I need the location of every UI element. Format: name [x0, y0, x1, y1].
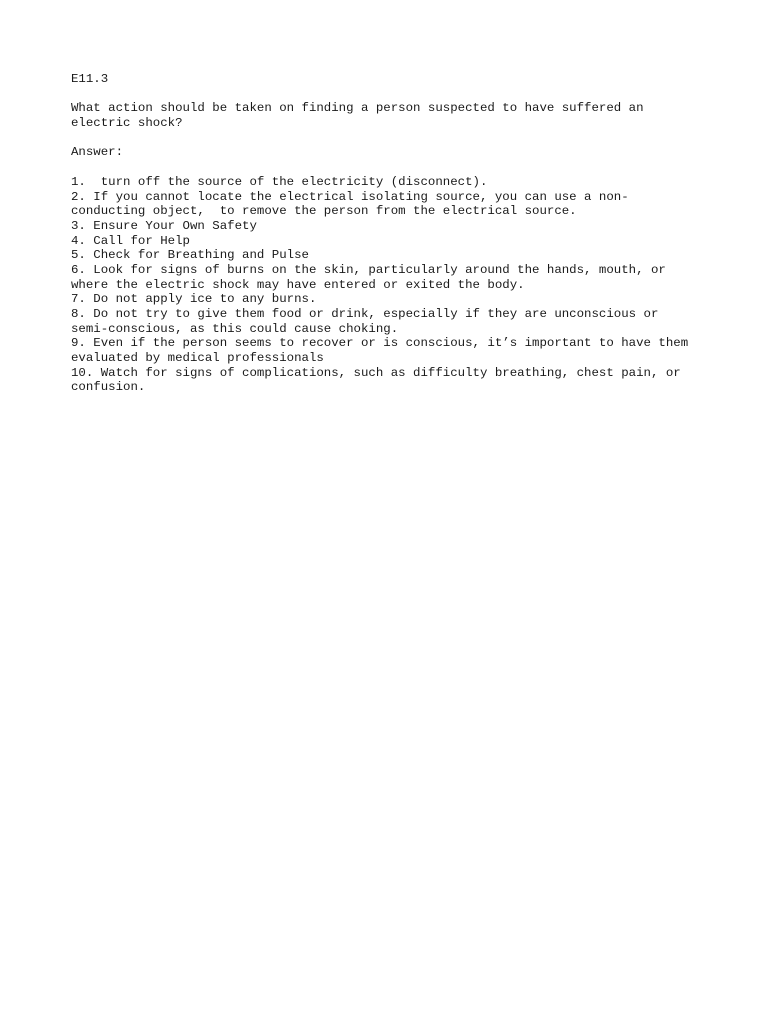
question-line: What action should be taken on finding a person suspected to have suffered an — [71, 101, 644, 116]
answer-line: semi-conscious, as this could cause choking. — [71, 321, 399, 336]
spacer — [71, 160, 731, 175]
question-code: E11.3 — [71, 72, 109, 86]
answer-line: 6. Look for signs of burns on the skin, particularly around the hands, mouth, or — [71, 262, 666, 277]
answer-line: confusion. — [71, 380, 146, 395]
answer-label: Answer: — [71, 145, 124, 160]
answer-line: 9. Even if the person seems to recover or is conscious, it’s important to have them — [71, 336, 689, 351]
answer-line: where the electric shock may have entered or exited the body. — [71, 277, 525, 292]
answer-line: 8. Do not try to give them food or drink, especially if they are unconscious or — [71, 307, 659, 321]
answer-line: 10. Watch for signs of complications, such as difficulty breathing, chest pain, or — [71, 365, 681, 380]
answer-line: 1. turn off the source of the electricity (disconnect). — [71, 174, 488, 189]
answer-line: 5. Check for Breathing and Pulse — [71, 248, 309, 263]
document-page — [71, 72, 731, 395]
answer-line: 4. Call for Help — [71, 233, 190, 248]
question-line: electric shock? — [71, 116, 183, 131]
spacer — [71, 131, 731, 146]
answer-line: evaluated by medical professionals — [71, 351, 324, 366]
answer-line: 7. Do not apply ice to any burns. — [71, 292, 317, 307]
answer-line: 3. Ensure Your Own Safety — [71, 218, 257, 233]
answer-line: conducting object, to remove the person from the electrical source. — [71, 204, 577, 219]
answer-line: 2. If you cannot locate the electrical isolating source, you can use a non- — [71, 189, 629, 204]
spacer — [71, 87, 731, 102]
